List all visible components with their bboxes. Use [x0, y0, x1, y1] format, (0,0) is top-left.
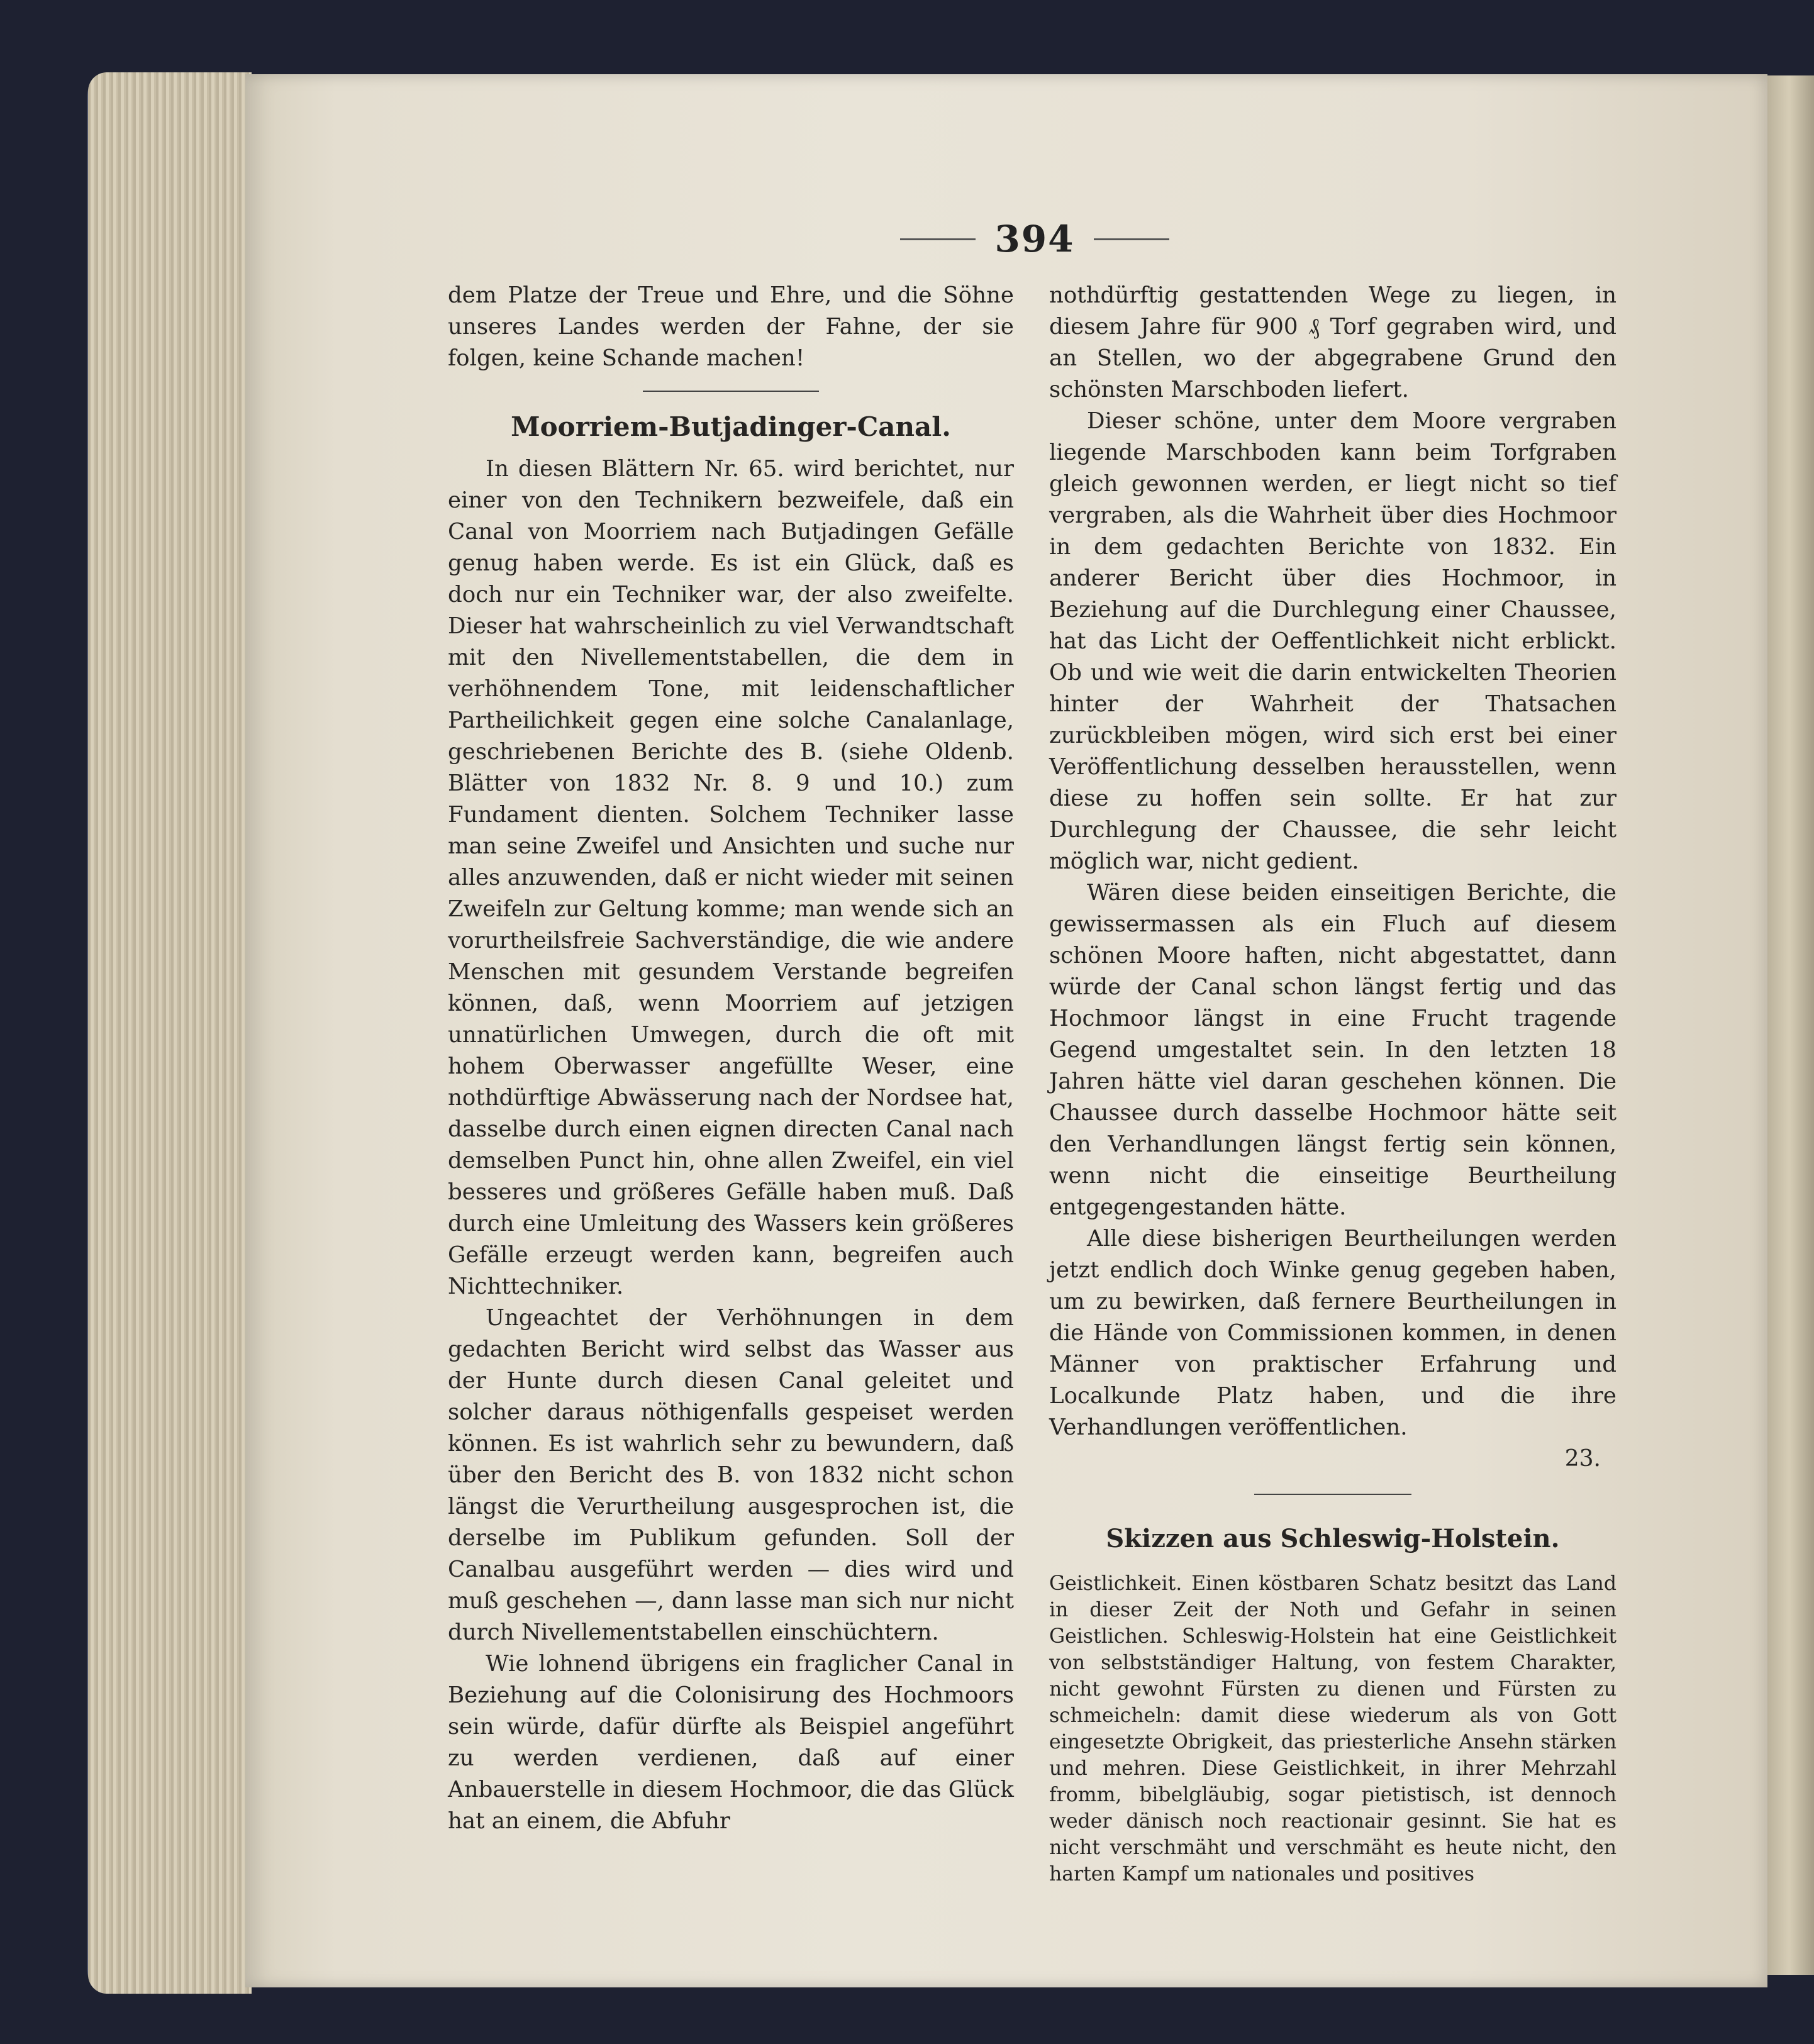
section-divider — [1254, 1494, 1411, 1495]
article-divider — [643, 391, 819, 392]
right-paragraph-4: Alle diese bisherigen Beurtheilungen werden jetzt endlich doch Winke genug gegeben haben, um zu bewirken, daß fernere Beurtheilungen in die Hände von Commissionen kommen, in denen Männer von praktischer Erfahrung und Localkunde Platz haben, und die ihre Verhandlungen veröffentlichen. — [1049, 1226, 1616, 1440]
article-paragraph-1: In diesen Blättern Nr. 65. wird berichtet, nur einer von den Technikern bezweifele, daß ein Canal von Moorriem nach Butjadingen Gefälle genug haben werde. Es ist ein Glück, daß es doch nur ein Techniker war, der also zweifelte. Dieser hat wahrscheinlich zu viel Verwandtschaft mit den Nivellementstabellen, die dem in verhöhnendem Tone, mit leidenschaftlicher Partheilichkeit gegen eine solche Canalanlage, geschriebenen Berichte des B. (siehe Oldenb. Blätter von 1832 Nr. 8. 9 und 10.) zum Fundament dienten. Solchem Techniker lasse man seine Zweifel und Ansichten und suche nur alles anzuwenden, daß er nicht wieder mit seinen Zweifeln zur Geltung komme; man wende sich an vorurtheilsfreie Sachverständige, die wie andere Menschen mit gesundem Verstande begreifen können, daß, wenn Moorriem auf jetzigen unnatürlichen Umwegen, durch die oft mit hohem Oberwasser angefüllte Weser, eine nothdürftige Abwässerung nach der Nordsee hat, dasselbe durch einen eignen directen Canal nach demselben Punct hin, ohne allen Zweifel, ein viel besseres und größeres Gefälle haben muß. Daß durch eine Umleitung des Wassers kein größeres Gefälle erzeugt werden kann, begreifen auch Nichttechniker. — [448, 456, 1014, 1299]
article-title: Moorriem-Butjadinger-Canal. — [511, 411, 951, 442]
author-signature: 23. — [1564, 1446, 1601, 1472]
next-page-edge — [1764, 75, 1814, 1975]
article-paragraph-2: Ungeachtet der Verhöhnungen in dem gedachten Bericht wird selbst das Wasser aus der Hunte durch diesen Canal geleitet und solcher daraus nöthigenfalls gespeiset werden können. Es ist wahrlich sehr zu bewundern, daß über den Bericht des B. von 1832 nicht schon längst die Verurtheilung ausgesprochen ist, die derselbe im Publikum gefunden. Soll der Canalbau ausgeführt werden — dies wird und muß geschehen —, dann lasse man sich nur nicht durch Nivellementstabellen einschüchtern. — [448, 1305, 1014, 1645]
page-header — [877, 214, 1192, 264]
article-paragraph-3: Wie lohnend übrigens ein fraglicher Canal in Beziehung auf die Colonisirung des Hochmoors sein würde, dafür dürfte als Beispiel angeführt zu werden verdienen, daß auf einer Anbauerstelle in diesem Hochmoor, die das Glück hat an einem, die Abfuhr — [448, 1651, 1014, 1834]
section-title: Skizzen aus Schleswig-Holstein. — [1106, 1524, 1560, 1553]
continued-paragraph: nothdürftig gestattenden Wege zu liegen, in diesem Jahre für 900 ₰ Torf gegraben wird, und an Stellen, wo der abgegrabene Grund den schönsten Marschboden liefert. — [1049, 282, 1616, 403]
right-column — [1049, 280, 1616, 1887]
right-paragraph-2: Dieser schöne, unter dem Moore vergraben liegende Marschboden kann beim Torfgraben gleich gewonnen werden, er liegt nicht so tief vergraben, als die Wahrheit über dies Hochmoor in dem gedachten Berichte von 1832. Ein anderer Bericht über dies Hochmoor, in Beziehung auf die Durchlegung einer Chaussee, hat das Licht der Oeffentlichkeit nicht erblickt. Ob und wie weit die darin entwickelten Theorien hinter der Wahrheit der Thatsachen zurückbleiben mögen, wird sich erst bei einer Veröffentlichung desselben herausstellen, wenn diese zu hoffen sein sollte. Er hat zur Durchlegung der Chaussee, die sehr leicht möglich war, nicht gedient. — [1049, 408, 1616, 874]
page-number: 394 — [994, 218, 1075, 260]
opening-paragraph: dem Platze der Treue und Ehre, und die Söhne unseres Landes werden der Fahne, der sie folgen, keine Schande machen! — [448, 282, 1014, 371]
left-column — [448, 280, 1014, 1837]
section-text: Geistlichkeit. Einen köstbaren Schatz besitzt das Land in dieser Zeit der Noth und Gefahr in seinen Geistlichen. Schleswig-Holstein hat eine Geistlichkeit von selbstständiger Haltung, von festem Charakter, nicht gewohnt Fürsten zu dienen und Fürsten zu schmeicheln: damit diese wiederum als von Gott eingesetzte Obrigkeit, das priesterliche Ansehn stärken und mehren. Diese Geistlichkeit, in ihrer Mehrzahl fromm, bibelgläubig, sogar pietistisch, ist dennoch weder dänisch noch reactionair gesinnt. Sie hat es nicht verschmäht und verschmäht es heute nicht, den harten Kampf um nationales und positives — [1049, 1572, 1616, 1886]
right-paragraph-3: Wären diese beiden einseitigen Berichte, die gewissermassen als ein Fluch auf diesem schönen Moore haften, nicht abgestattet, dann würde der Canal schon längst fertig und das Hochmoor längst in eine Frucht tragende Gegend umgestaltet sein. In den letzten 18 Jahren hätte viel daran geschehen können. Die Chaussee durch dasselbe Hochmoor hätte seit den Verhandlungen längst fertig sein können, wenn nicht die einseitige Beurtheilung entgegengestanden hätte. — [1049, 880, 1616, 1220]
page-edges — [88, 72, 252, 1994]
header-rule-left — [900, 238, 976, 240]
header-rule-right — [1094, 238, 1169, 240]
